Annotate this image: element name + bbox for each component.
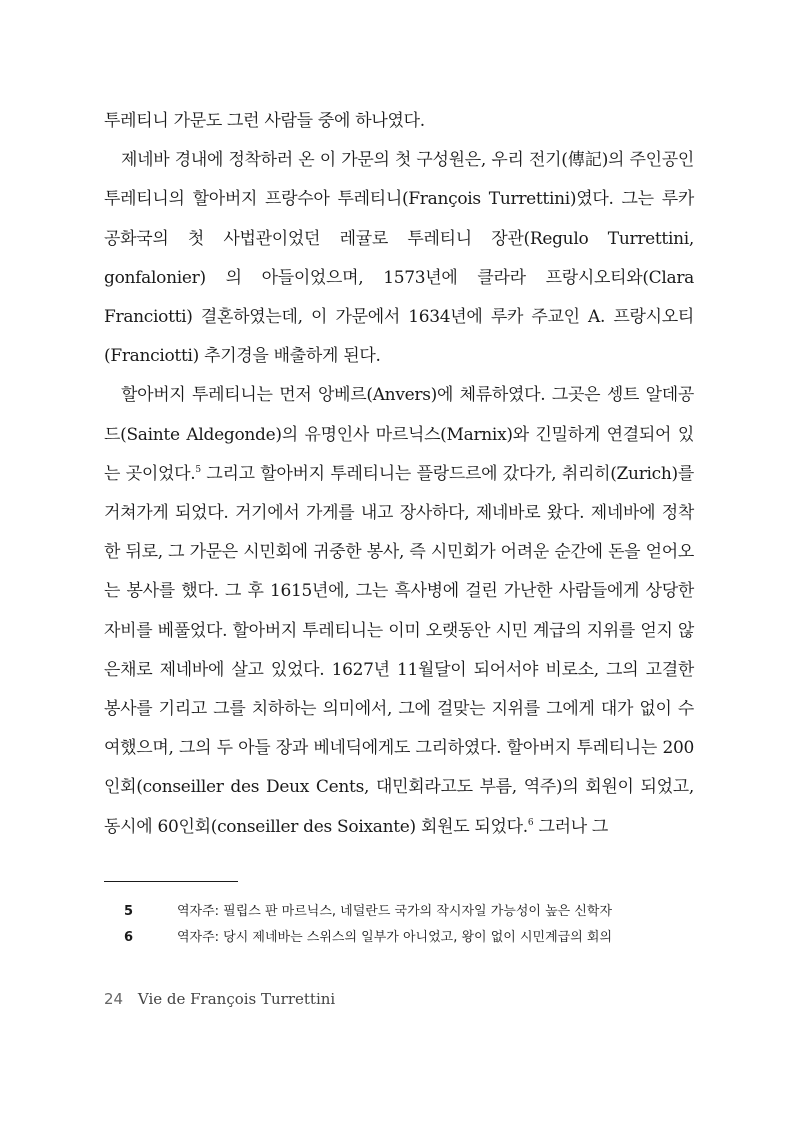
footnote-item bbox=[124, 927, 694, 949]
footnote-ref-6[interactable]: 6 bbox=[527, 817, 534, 828]
paragraph-3 bbox=[104, 376, 694, 846]
footnotes bbox=[124, 901, 694, 953]
paragraph-2: 제네바 경내에 정착하러 온 이 가문의 첫 구성원은, 우리 전기(傳記)의 주인공인 투레티니의 할아버지 프랑수아 투레티니(François Turrettini)였다. 그는 루카 공화국의 첫 사법관이었던 레귤로 투레티니 장관(Regulo Turrettini, gonfalonier) 의 아들이었으며, 1573년에 클라라 프랑시오티와(Clara Franciotti) 결혼하였는데, 이 가문에서 1634년에 루카 주교인 A. 프랑시오티(Franciotti) 추기경을 배출하게 된다. bbox=[104, 150, 694, 367]
book-title: Vie de François Turrettini bbox=[137, 990, 336, 1008]
footnote-text: 역자주: 당시 제네바는 스위스의 일부가 아니었고, 왕이 없이 시민계급의 회의 bbox=[177, 930, 613, 945]
paragraph-3-part-2: 그리고 할아버지 투레티니는 플랑드르에 갔다가, 취리히(Zurich)를 거쳐가게 되었다. 거기에서 가게를 내고 장사하다, 제네바로 왔다. 제네바에 정착한 뒤로, 그 가문은 시민회에 귀중한 봉사, 즉 시민회가 어려운 순간에 돈을 얻어오는 봉사를 했다. 그 후 1615년에, 그는 흑사병에 걸린 가난한 사람들에게 상당한 자비를 베풀었다. 할아버지 투레티니는 이미 오랫동안 시민 계급의 지위를 얻지 않은채로 제네바에 살고 있었다. 1627년 11월달이 되어서야 비로소, 그의 고결한 봉사를 기리고 그를 치하하는 의미에서, 그에 걸맞는 지위를 그에게 대가 없이 수여했으며, 그의 두 아들 장과 베네딕에게도 그리하였다. 할아버지 투레티니는 200인회(conseiller des Deux Cents, 대민회라고도 부름, 역주)의 회원이 되었고, 동시에 60인회(conseiller des Soixante) 회원도 되었다. bbox=[104, 463, 694, 837]
paragraph-3-part-1: 할아버지 투레티니는 먼저 앙베르(Anvers)에 체류하였다. 그곳은 셍트 알데공드(Sainte Aldegonde)의 유명인사 마르닉스(Marnix)와 긴밀하게 연결되어 있는 곳이었다. bbox=[104, 385, 694, 484]
page-number: 24 bbox=[104, 990, 124, 1008]
page-footer bbox=[104, 990, 335, 1008]
footnote-number: 6 bbox=[124, 930, 134, 945]
footnote-divider bbox=[104, 881, 238, 882]
paragraph-1: 투레티니 가문도 그런 사람들 중에 하나였다. bbox=[104, 111, 425, 131]
footnote-item bbox=[124, 901, 694, 923]
footnote-number: 5 bbox=[124, 904, 134, 919]
body-text bbox=[104, 102, 694, 847]
footnote-ref-5[interactable]: 5 bbox=[195, 464, 201, 475]
paragraph-3-part-3: 그러나 그 bbox=[533, 816, 609, 837]
footnote-text: 역자주: 필립스 판 마르닉스, 네덜란드 국가의 작시자일 가능성이 높은 신학자 bbox=[177, 904, 613, 919]
